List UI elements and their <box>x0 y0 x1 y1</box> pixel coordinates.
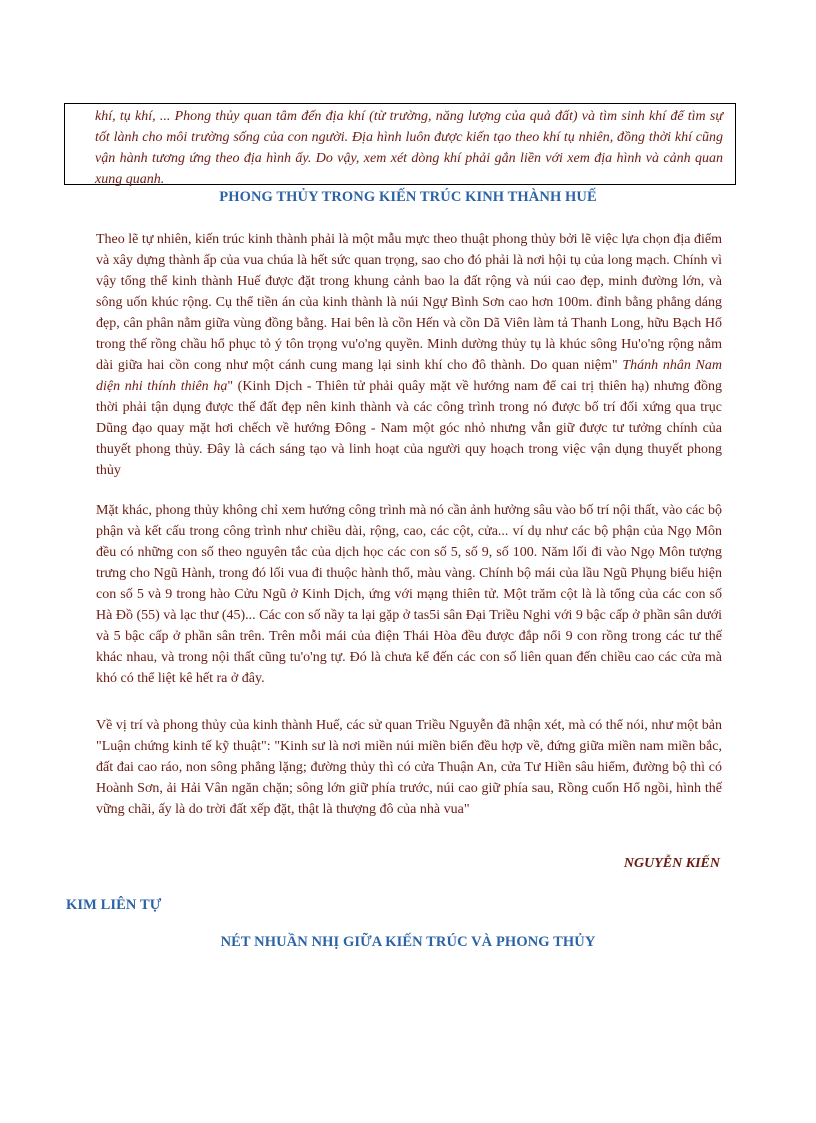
paragraph-3: Về vị trí và phong thủy của kinh thành Huế, các sử quan Triều Nguyễn đã nhận xét, mà có thể nói, như một bản "Luận chứng kinh tế kỹ thuật": "Kinh sư là nơi miền núi miền biển đều hợp về, đứng giữa miền nam miền bắc, đất đai cao ráo, non sông phẳng lặng; đường thủy thì có cửa Thuận An, cửa Tư Hiền sâu hiểm, đường bộ thì có Hoành Sơn, ải Hải Vân ngăn chặn; sông lớn giữ phía trước, núi cao giữ phía sau, Rồng cuốn Hổ ngồi, hình thế vững chãi, ấy là do trời đất xếp đặt, thật là thượng đô của nhà vua" <box>96 718 722 817</box>
article-title: PHONG THỦY TRONG KIẾN TRÚC KINH THÀNH HUẾ <box>219 189 597 205</box>
next-article-author: KIM LIÊN TỰ <box>66 897 162 913</box>
intro-text-box <box>64 103 736 185</box>
paragraph-1-part-1: Theo lẽ tự nhiên, kiến trúc kinh thành phải là một mẫu mực theo thuật phong thủy bởi lẽ việc lựa chọn địa điểm và xây dựng thành ấp của vua chúa là hết sức quan trọng, sao cho đó phải là nơi hội tụ của long mạch. Chính vì vậy tổng thể kinh thành Huế được đặt trong khung cảnh bao la đất rộng và núi cao đẹp, minh đường lớn, và sông uốn khúc rộng. Cụ thể tiền án của kinh thành là núi Ngự Bình Sơn cao hơn 100m. đỉnh bằng phẳng dáng đẹp, cân phân nằm giữa vùng đồng bằng. Hai bên là cồn Hến và cồn Dã Viên làm tả Thanh Long, hữu Bạch Hổ trong thế rồng chầu hổ phục tỏ ý tôn trọng vu'o'ng quyền. Minh dường thủy tụ là khúc sông Hu'o'ng rộng nằm dài giữa hai cồn cong như một cánh cung mang lại sinh khí cho đô thành. Do quan niệm" <box>96 232 722 373</box>
paragraph-1-part-2: " (Kinh Dịch - Thiên tử phải quây mặt về hướng nam để cai trị thiên hạ) nhưng đồng thời phải tận dụng được thế đất đẹp nên kinh thành và các công trình trong nó được bố trí đối xứng qua trục Dũng đạo quay mặt hơi chếch về hướng Đông - Nam một góc nhỏ nhưng vẫn giữ được tư tưởng chính của thuyết phong thủy. Đây là cách sáng tạo và linh hoạt của người quy hoạch trong việc vận dụng thuyết phong thủy <box>96 379 723 478</box>
next-article-title: NÉT NHUẦN NHỊ GIỮA KIẾN TRÚC VÀ PHONG THỦY <box>220 934 596 950</box>
paragraph-1-quote: Thánh nhân Nam diện nhi thính thiên hạ <box>96 358 722 394</box>
paragraph-2: Mặt khác, phong thủy không chỉ xem hướng công trình mà nó cần ảnh hưởng sâu vào bố trí nội thất, vào các bộ phận và kết cấu trong công trình như chiều dài, rộng, cao, các cột, cửa... ví dụ như các bộ phận của Ngọ Môn đều có những con số theo nguyên tắc của dịch học các con số 5, số 9, số 100. Năm lối đi vào Ngọ Môn tượng trưng cho Ngũ Hành, trong đó lối vua đi thuộc hành thổ, màu vàng. Chính bộ mái của lầu Ngũ Phụng biểu hiện con số 5 và 9 trong hào Cửu Ngũ ở Kinh Dịch, ứng với mạng thiên tử. Một trăm cột là là tổng của các con số Hà Đồ (55) và lạc thư (45)... Các con số nầy ta lại gặp ở tas5i sân Đại Triều Nghi với 9 bậc cấp ở phần sân dưới và 5 bậc cấp ở phần sân trên. Trên mỗi mái của điện Thái Hòa đều được đắp nổi 9 con rồng trong các tư thế khác nhau, và trong nội thất cũng tu'o'ng tự. Đó là chưa kể đến các con số liên quan đến chiều cao các cửa mà khó có thể liệt kê hết ra ở đây. <box>96 503 723 686</box>
intro-text: khí, tụ khí, ... Phong thủy quan tâm đến địa khí (từ trường, năng lượng của quả đất) và tìm sinh khí để tìm sự tốt lành cho môi trường sống của con người. Địa hình luôn được kiến tạo theo khí tụ nhiên, đồng thời khí cũng vận hành tương ứng theo địa hình ấy. Do vậy, xem xét dòng khí phải gắn liền với xem địa hình và cảnh quan xung quanh. <box>95 109 723 187</box>
article-author: NGUYỄN KIẾN <box>623 856 720 871</box>
paragraph-1 <box>96 229 722 481</box>
